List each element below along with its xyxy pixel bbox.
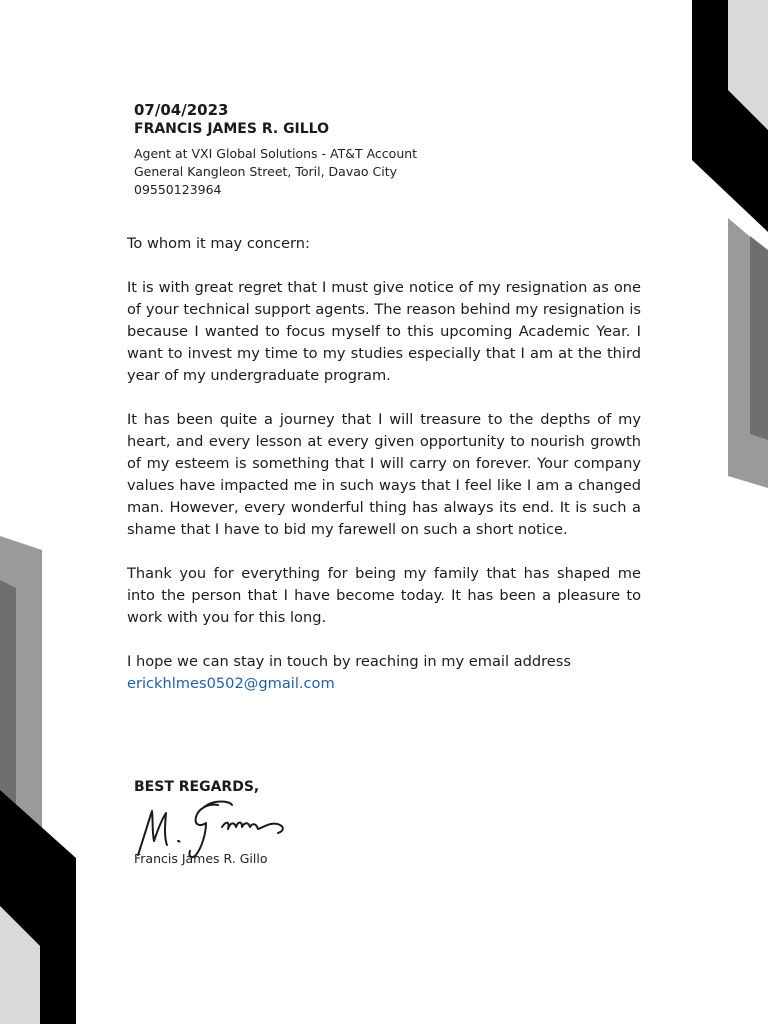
letter-body <box>127 233 641 695</box>
paragraph-4 <box>127 651 641 695</box>
paragraph-3: Thank you for everything for being my family that has shaped me into the person that I have become today. It has been a pleasure to work with you for this long. <box>127 565 641 626</box>
sender-phone: 09550123964 <box>134 182 222 197</box>
closing-regards: BEST REGARDS, <box>134 779 260 795</box>
deco-right-dark-gray <box>750 236 768 440</box>
email-link[interactable]: erickhlmes0502@gmail.com <box>127 675 335 692</box>
sender-name: FRANCIS JAMES R. GILLO <box>134 121 330 137</box>
deco-left-dark-gray <box>0 580 16 810</box>
sender-header <box>134 100 554 199</box>
letter-date: 07/04/2023 <box>134 101 229 119</box>
closing-block <box>134 777 434 859</box>
signer-name: Francis James R. Gillo <box>134 851 268 866</box>
sender-address: General Kangleon Street, Toril, Davao City <box>134 164 398 179</box>
paragraph-4-text: I hope we can stay in touch by reaching in my email address <box>127 653 571 670</box>
paragraph-1: It is with great regret that I must give notice of my resignation as one of your technical support agents. The reason behind my resignation is because I wanted to focus myself to this upcoming Academic Year. I want to invest my time to my studies especially that I am at the third year of my undergraduate program. <box>127 279 641 384</box>
sender-title: Agent at VXI Global Solutions - AT&T Account <box>134 146 418 161</box>
paragraph-2: It has been quite a journey that I will treasure to the depths of my heart, and every lesson at every given opportunity to nourish growth of my esteem is something that I will carry on forever. Your company values have impacted me in such ways that I feel like I am a changed man. However, every wonderful thing has always its end. It is such a shame that I have to bid my farewell on such a short notice. <box>127 411 641 538</box>
salutation: To whom it may concern: <box>127 235 310 252</box>
